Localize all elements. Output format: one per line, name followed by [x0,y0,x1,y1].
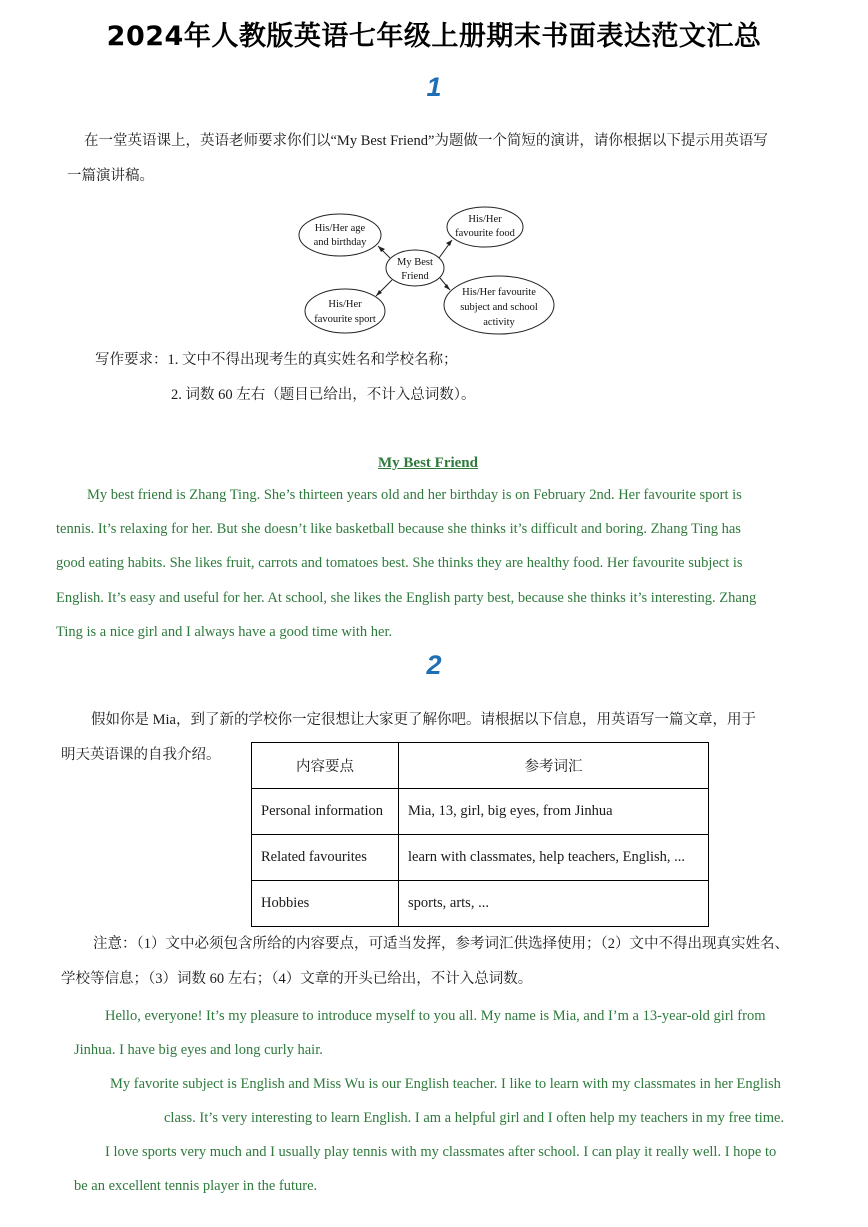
note-line: 学校等信息；（3）词数 60 左右；（4）文章的开头已给出，不计入总词数。 [61,971,533,987]
requirement-line: 2. 词数 60 左右（题目已给出，不计入总词数）。 [171,387,476,403]
prompt-line: 假如你是 Mia，到了新的学校你一定很想让大家更了解你吧。请根据以下信息，用英语写一篇文章，用于 [91,712,756,728]
table-row [252,789,709,835]
mindmap-text: subject and school [460,302,538,313]
essay-line: be an excellent tennis player in the future. [74,1178,318,1194]
mindmap-text: His/Her age [314,223,366,234]
note-line: 注意：（1）文中必须包含所给的内容要点，可适当发挥，参考词汇供选择使用；（2）文中不得出现真实姓名、 [93,936,789,952]
table-header-row [252,743,709,789]
table-cell: learn with classmates, help teachers, English, ... [399,835,709,881]
table-cell: Hobbies [252,881,399,927]
essay-line: Ting is a nice girl and I always have a good time with her. [56,624,393,640]
mindmap-text: My Best [397,257,433,268]
mindmap-node-age [299,214,381,256]
requirement-line: 写作要求：1. 文中不得出现考生的真实姓名和学校名称； [95,352,458,368]
table-cell: Mia, 13, girl, big eyes, from Jinhua [399,789,709,835]
mindmap-text: His/Her favourite [462,287,536,298]
essay-line: Jinhua. I have big eyes and long curly hair. [74,1042,323,1058]
mindmap-text: His/Her [328,299,362,310]
mindmap-text: Friend [401,271,429,282]
essay-line: English. It’s easy and useful for her. At school, she likes the English party best, because she thinks it’s interesting. Zhang [56,590,757,606]
essay-line: My favorite subject is English and Miss Wu is our English teacher. I like to learn with my classmates in her English [110,1076,781,1092]
reference-table [251,742,709,927]
essay-line: Hello, everyone! It’s my pleasure to introduce myself to you all. My name is Mia, and I’m a 13-year-old girl from [105,1008,766,1024]
table-row [252,881,709,927]
essay-line: My best friend is Zhang Ting. She’s thirteen years old and her birthday is on February 2nd. Her favourite sport is [87,487,742,503]
mindmap-text: and birthday [313,237,367,248]
table-row [252,835,709,881]
prompt-line: 一篇演讲稿。 [67,168,154,184]
table-header-cell: 内容要点 [252,743,399,789]
table-cell: Related favourites [252,835,399,881]
mindmap-text: His/Her [468,214,502,225]
mindmap-node-sport [305,289,385,333]
table-header-cell: 参考词汇 [399,743,709,789]
section-number: 1 [426,72,442,102]
mindmap-text: favourite sport [314,314,376,325]
essay-line: class. It’s very interesting to learn English. I am a helpful girl and I often help my teachers in my free time. [164,1110,785,1126]
prompt-line: 在一堂英语课上，英语老师要求你们以“My Best Friend”为题做一个简短的演讲，请你根据以下提示用英语写 [84,133,768,149]
prompt-line: 明天英语课的自我介绍。 [61,747,221,763]
table-cell: Personal information [252,789,399,835]
section-number: 2 [426,650,442,680]
mind-map [290,200,570,346]
essay-line: tennis. It’s relaxing for her. But she doesn’t like basketball because she thinks it’s difficult and boring. Zhang Ting has [56,521,741,537]
essay-line: I love sports very much and I usually play tennis with my classmates after school. I can play it really well. I hope to [105,1144,777,1160]
page-title: 2024年人教版英语七年级上册期末书面表达范文汇总 [106,21,762,52]
essay-title: My Best Friend [378,455,478,471]
table-cell: sports, arts, ... [399,881,709,927]
mindmap-node-food [447,207,523,247]
essay-line: good eating habits. She likes fruit, carrots and tomatoes best. She thinks they are healthy food. Her favourite subject is [56,555,743,571]
mindmap-text: favourite food [455,228,515,239]
mindmap-text: activity [483,317,515,328]
